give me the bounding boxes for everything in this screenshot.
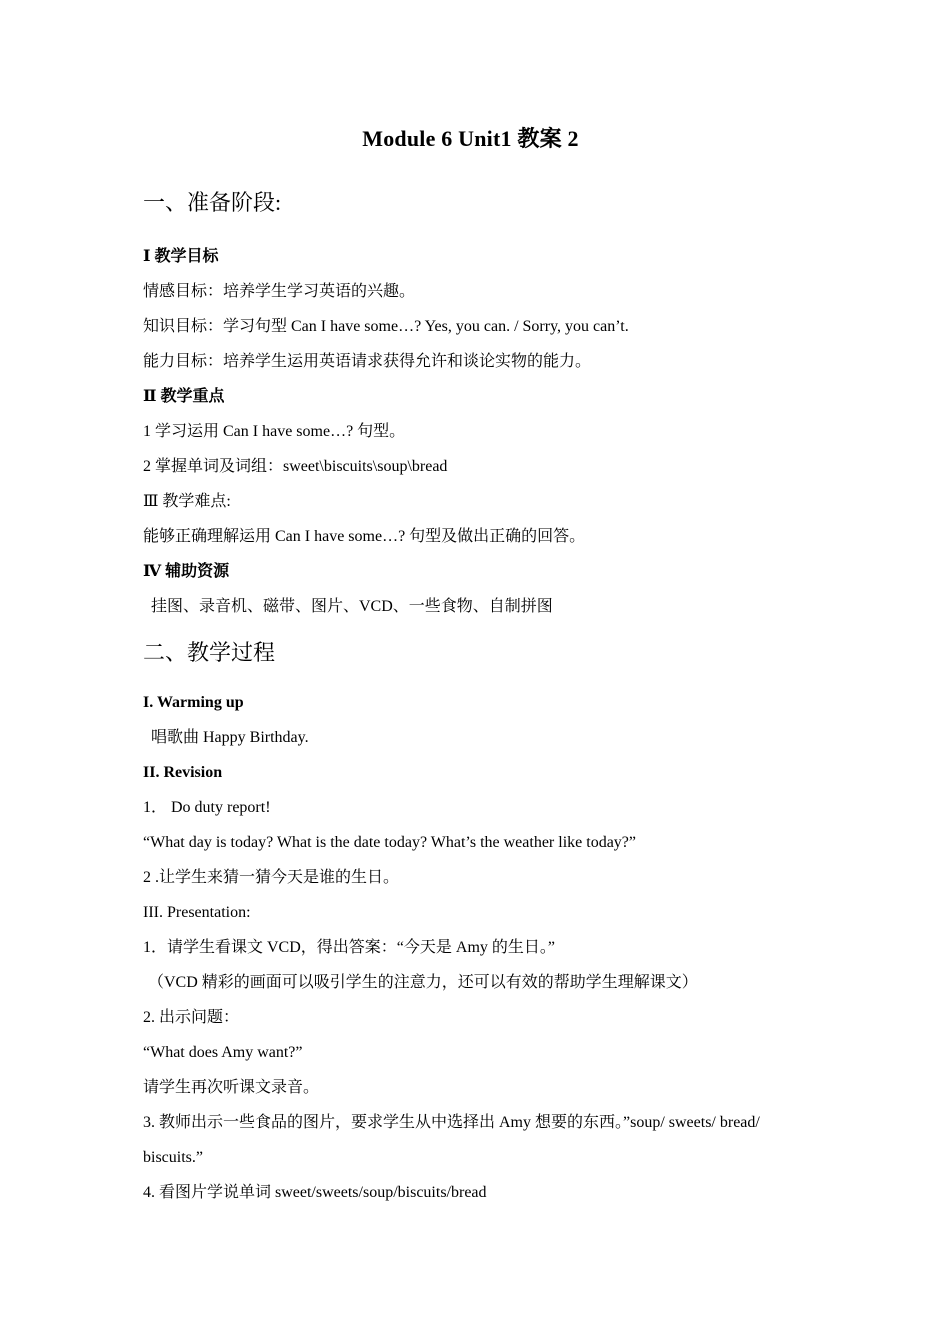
line-goal-knowledge: 知识目标：学习句型 Can I have some…? Yes, you can. / Sorry, you can’t. xyxy=(143,318,629,335)
line-revision-item-2: 2 .让学生来猜一猜今天是谁的生日。 xyxy=(143,869,400,886)
subheading-warming-up: I. Warming up xyxy=(143,694,244,711)
section-heading-preparation: 一、准备阶段: xyxy=(143,190,282,215)
line-revision-item-1: 1． Do duty report! xyxy=(143,799,271,816)
subheading-teaching-key-points: Ⅱ 教学重点 xyxy=(143,388,225,405)
subheading-auxiliary-resources: Ⅳ 辅助资源 xyxy=(143,563,230,580)
subheading-revision: II. Revision xyxy=(143,764,223,781)
line-auxiliary-resources: 挂图、录音机、磁带、图片、VCD、一些食物、自制拼图 xyxy=(151,598,553,615)
line-revision-questions: “What day is today? What is the date today? What’s the weather like today?” xyxy=(143,834,636,851)
line-presentation-note: （VCD 精彩的画面可以吸引学生的注意力，还可以有效的帮助学生理解课文） xyxy=(148,974,698,991)
line-presentation-item-2: 2. 出示问题： xyxy=(143,1009,240,1026)
line-presentation-item-3: 3. 教师出示一些食品的图片，要求学生从中选择出 Amy 想要的东西。”soup/ sweets/ bread/ biscuits.” xyxy=(143,1114,760,1166)
line-key-point-2: 2 掌握单词及词组：sweet\biscuits\soup\bread xyxy=(143,458,448,475)
line-warming-up-song: 唱歌曲 Happy Birthday. xyxy=(151,729,309,746)
line-presentation-item-4: 4. 看图片学说单词 sweet/sweets/soup/biscuits/bread xyxy=(143,1184,487,1201)
line-presentation-question: “What does Amy want?” xyxy=(143,1044,303,1061)
subheading-teaching-goals: Ⅰ 教学目标 xyxy=(143,248,219,265)
subheading-presentation: III. Presentation: xyxy=(143,904,251,921)
line-key-point-1: 1 学习运用 Can I have some…? 句型。 xyxy=(143,423,406,440)
subheading-teaching-difficulty: Ⅲ 教学难点: xyxy=(143,493,231,510)
section-heading-teaching-process: 二、教学过程 xyxy=(143,640,276,665)
line-presentation-listen-again: 请学生再次听课文录音。 xyxy=(143,1079,320,1096)
page-title: Module 6 Unit1 教案 2 xyxy=(362,126,579,151)
line-teaching-difficulty: 能够正确理解运用 Can I have some…? 句型及做出正确的回答。 xyxy=(143,528,586,545)
line-goal-emotion: 情感目标：培养学生学习英语的兴趣。 xyxy=(143,283,416,300)
line-goal-ability: 能力目标：培养学生运用英语请求获得允许和谈论实物的能力。 xyxy=(143,353,592,370)
line-presentation-item-1: 1．请学生看课文 VCD，得出答案：“今天是 Amy 的生日。” xyxy=(143,939,555,956)
